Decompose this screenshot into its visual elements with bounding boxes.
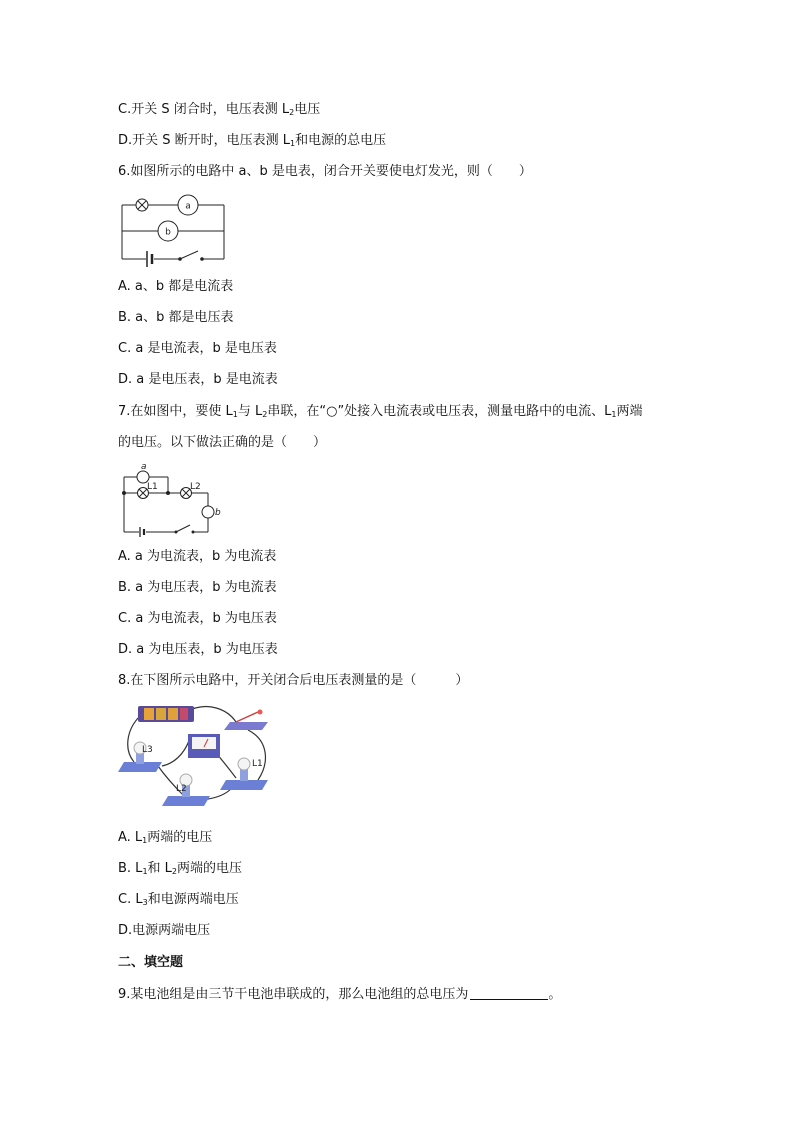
lamp-l1-label: L1 — [147, 482, 158, 492]
q7-circuit-diagram — [118, 460, 220, 538]
q8-option-a-tail: 两端的电压 — [147, 830, 213, 845]
q7-stem-line-2: 的电压。以下做法正确的是（ ） — [118, 435, 327, 450]
q7-stem-line-1 — [118, 403, 643, 424]
q8-option-c — [118, 891, 239, 912]
q7-stem-part: 与 L — [237, 404, 263, 419]
q5-option-c-text: C.开关 S 闭合时，电压表测 L — [118, 102, 290, 117]
q8-circuit-photo — [118, 700, 278, 818]
battery-pack — [138, 706, 194, 722]
q7-option-c: C. a 为电流表，b 为电压表 — [118, 611, 277, 626]
q6-option-c: C. a 是电流表，b 是电压表 — [118, 341, 277, 356]
meter-a-label: a — [185, 201, 191, 212]
answer-blank[interactable] — [470, 987, 548, 1000]
subscript: 2 — [289, 108, 295, 117]
q8-option-c-text: C. L — [118, 892, 143, 907]
q5-option-d-tail: 和电源的总电压 — [295, 133, 387, 148]
section-heading: 二、填空题 — [118, 955, 184, 970]
q8-option-b-mid: 和 L — [147, 861, 172, 876]
bulb-l3 — [118, 742, 162, 772]
subscript: 2 — [171, 867, 178, 876]
q8-option-b — [118, 860, 242, 881]
bulb-l2-label: L2 — [176, 784, 187, 794]
q6-circuit-diagram — [118, 193, 230, 269]
q8-stem: 8.在下图所示电路中，开关闭合后电压表测量的是（ ） — [118, 673, 469, 688]
q9-stem — [118, 986, 561, 1004]
q7-option-d: D. a 为电压表，b 为电压表 — [118, 642, 278, 657]
q7-stem-part: 两端 — [616, 404, 643, 419]
subscript: 1 — [142, 867, 148, 876]
q6-option-d: D. a 是电压表，b 是电流表 — [118, 372, 278, 387]
voltmeter — [188, 734, 220, 758]
q8-option-b-tail: 两端的电压 — [177, 861, 243, 876]
meter-b-symbol — [202, 506, 214, 518]
q6-option-b: B. a、b 都是电压表 — [118, 310, 234, 325]
switch — [224, 710, 268, 731]
q8-option-d: D.电源两端电压 — [118, 923, 211, 938]
subscript: 1 — [611, 410, 617, 419]
q7-option-b: B. a 为电压表，b 为电流表 — [118, 580, 277, 595]
q7-option-a: A. a 为电流表，b 为电流表 — [118, 549, 277, 564]
bulb-l3-label: L3 — [142, 745, 153, 755]
meter-b-label: b — [165, 227, 171, 238]
q8-option-a-text: A. L — [118, 830, 143, 845]
q8-option-a — [118, 829, 212, 850]
q8-option-b-text: B. L — [118, 861, 143, 876]
q8-option-c-tail: 和电源两端电压 — [147, 892, 239, 907]
subscript: 1 — [290, 139, 296, 148]
q5-option-d — [118, 132, 386, 153]
q7-stem-part: 7.在如图中，要使 L — [118, 404, 233, 419]
subscript: 3 — [142, 898, 148, 907]
meter-a-label: a — [141, 462, 147, 472]
meter-b-label: b — [215, 508, 221, 518]
q7-stem-part: 串联，在“○”处接入电流表或电压表，测量电路中的电流、L — [267, 404, 612, 419]
subscript: 2 — [262, 410, 268, 419]
q5-option-c — [118, 101, 320, 122]
lamp-l2-label: L2 — [190, 482, 201, 492]
q9-stem-end: 。 — [548, 987, 562, 1002]
q6-option-a: A. a、b 都是电流表 — [118, 279, 234, 294]
q5-option-c-tail: 电压 — [294, 102, 321, 117]
q5-option-d-text: D.开关 S 断开时，电压表测 L — [118, 133, 291, 148]
q6-stem: 6.如图所示的电路中 a、b 是电表，闭合开关要使电灯发光，则（ ） — [118, 164, 532, 179]
bulb-l1-label: L1 — [252, 759, 263, 769]
q9-stem-text: 9.某电池组是由三节干电池串联成的，那么电池组的总电压为 — [118, 987, 469, 1002]
lamp-symbol — [136, 199, 148, 211]
subscript: 1 — [232, 410, 238, 419]
subscript: 1 — [142, 836, 148, 845]
